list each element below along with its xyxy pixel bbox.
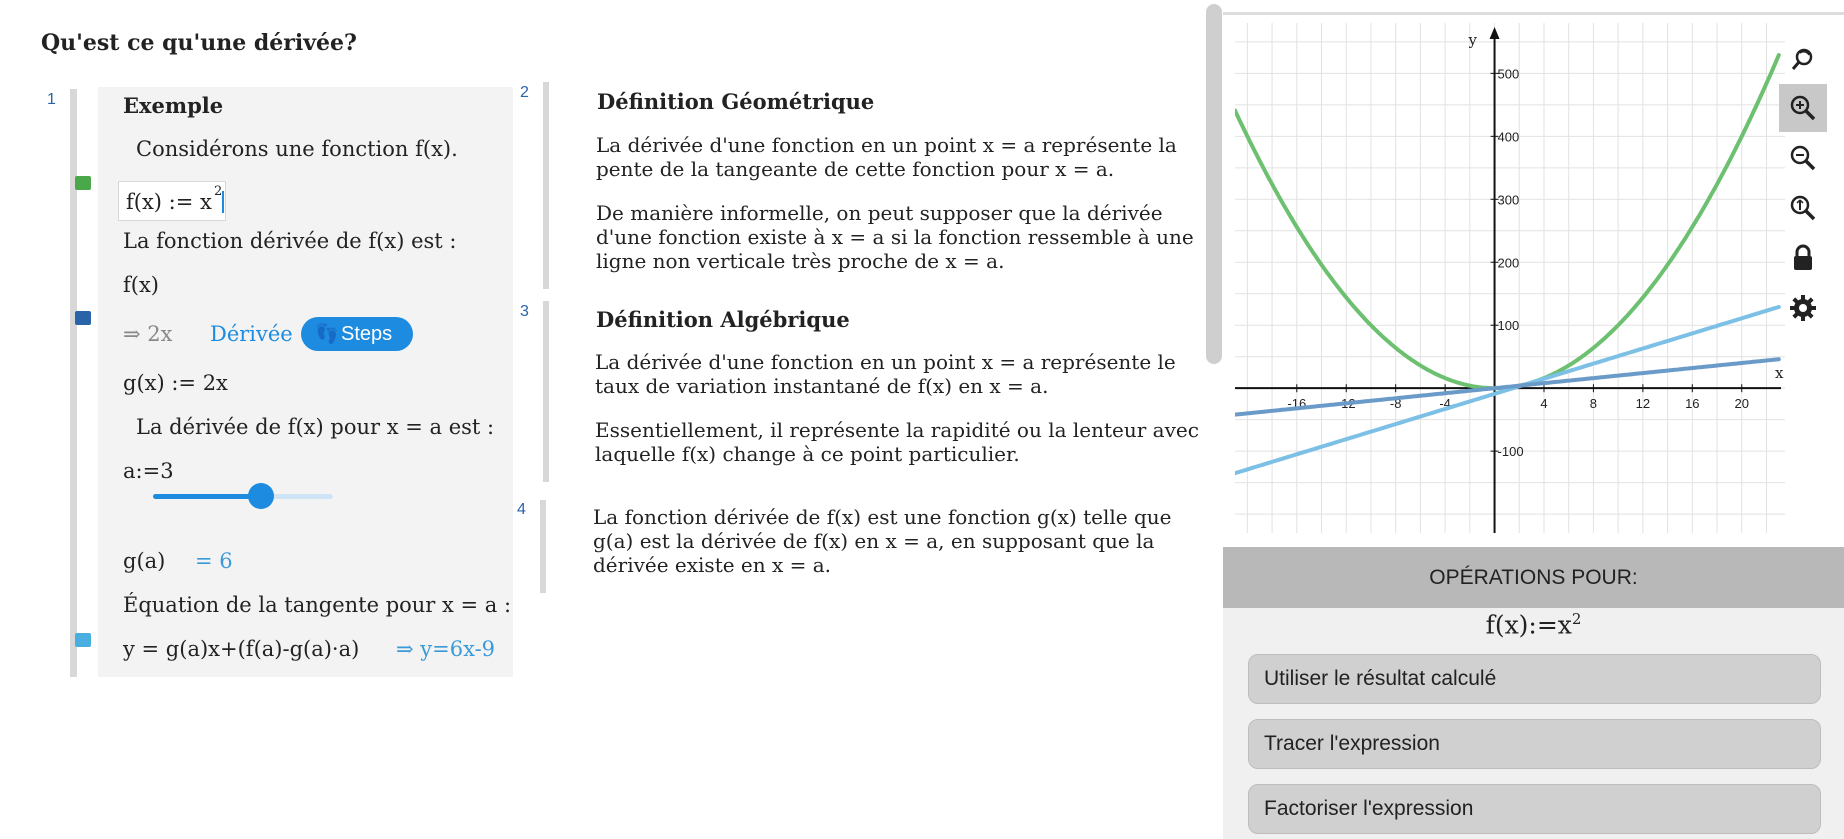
zoom-in-icon[interactable] xyxy=(1779,84,1827,132)
steps-button[interactable] xyxy=(301,317,413,351)
cell-text: La dérivée de f(x) pour x = a est : xyxy=(136,415,495,439)
exponent: 2 xyxy=(1571,610,1582,628)
cell-paragraph: La dérivée d'une fonction en un point x = a représente le taux de variation instantané de f(x) en x = a. xyxy=(595,350,1176,398)
cell-heading: Définition Géométrique xyxy=(597,89,875,114)
cell-bar[interactable] xyxy=(543,301,549,482)
y-tick-label: 400 xyxy=(1497,129,1520,145)
result-value: = 6 xyxy=(195,549,233,573)
x-axis-label: x xyxy=(1775,364,1784,383)
cell-text: La fonction dérivée de f(x) est : xyxy=(123,229,457,253)
zoom-reset-icon[interactable] xyxy=(1779,35,1827,83)
settings-icon[interactable] xyxy=(1779,284,1827,332)
slider-thumb[interactable] xyxy=(248,483,274,509)
y-tick-label: 200 xyxy=(1497,255,1520,271)
graph-panel[interactable] xyxy=(1223,12,1844,550)
result-arrow: ⇒ 2x xyxy=(123,322,173,346)
factor-expression-button[interactable]: Factoriser l'expression xyxy=(1248,784,1821,834)
result-value: ⇒ y=6x-9 xyxy=(396,637,496,661)
operations-expression xyxy=(1223,610,1844,639)
steps-label: Steps xyxy=(341,323,393,345)
cell-heading: Définition Algébrique xyxy=(596,307,850,332)
cell-bar[interactable] xyxy=(543,82,549,289)
cell-number: 3 xyxy=(520,303,529,320)
graph-canvas[interactable] xyxy=(1235,23,1785,533)
cell-number: 4 xyxy=(517,501,526,518)
cell-paragraph: La dérivée d'une fonction en un point x = a représente la pente de la tangeante de cette fonction pour x = a. xyxy=(596,133,1177,181)
y-axis-arrow xyxy=(1490,27,1500,39)
use-result-button[interactable]: Utiliser le résultat calculé xyxy=(1248,654,1821,704)
x-tick-label: 8 xyxy=(1589,396,1598,412)
plot-expression-button[interactable]: Tracer l'expression xyxy=(1248,719,1821,769)
cell-text: Équation de la tangente pour x = a : xyxy=(123,593,512,617)
graph-toggle-icon[interactable] xyxy=(75,176,91,190)
cell-paragraph: Essentiellement, il représente la rapidité ou la lenteur avec laquelle f(x) change à ce point particulier. xyxy=(595,418,1199,466)
exponent: 2 xyxy=(214,184,223,199)
x-tick-label: 16 xyxy=(1685,396,1700,412)
cell-bar[interactable] xyxy=(540,500,546,593)
x-tick-label: -4 xyxy=(1439,396,1451,412)
expression-text: f(x):=x xyxy=(1485,610,1572,640)
y-tick-label: 300 xyxy=(1497,192,1520,208)
cell-heading: Exemple xyxy=(123,93,224,118)
x-tick-label: 4 xyxy=(1540,396,1548,412)
y-axis-label: y xyxy=(1468,31,1478,49)
cell-text: Considérons une fonction f(x). xyxy=(136,137,458,161)
cell-paragraph: La fonction dérivée de f(x) est une fonction g(x) telle que g(a) est la dérivée de f(x) en x = a, en supposant que la dérivée existe en x = a. xyxy=(593,505,1172,577)
expression-line[interactable]: a:=3 xyxy=(123,459,174,483)
expression-line[interactable]: y = g(a)x+(f(a)-g(a)·a) xyxy=(123,637,360,661)
text-cursor xyxy=(222,191,224,213)
operations-panel xyxy=(1223,547,1844,839)
x-tick-label: -16 xyxy=(1287,396,1307,412)
expression-text: f(x) := x xyxy=(126,190,212,214)
graph-toggle-icon[interactable] xyxy=(75,311,91,325)
expression-line[interactable]: g(a) xyxy=(123,549,166,573)
zoom-fit-icon[interactable] xyxy=(1779,184,1827,232)
x-tick-label: -12 xyxy=(1336,396,1356,412)
zoom-out-icon[interactable] xyxy=(1779,134,1827,182)
lock-icon[interactable] xyxy=(1779,234,1827,282)
page-title: Qu'est ce qu'une dérivée? xyxy=(41,30,357,56)
graph-toggle-icon[interactable] xyxy=(75,633,91,647)
scrollbar[interactable] xyxy=(1206,4,1222,364)
y-tick-label: 100 xyxy=(1497,318,1520,334)
derive-link[interactable]: Dérivée xyxy=(210,322,293,346)
cell-paragraph: De manière informelle, on peut supposer que la dérivée d'une fonction existe à x = a si la fonction ressemble à une ligne non verticale très proche de x = a. xyxy=(596,201,1194,273)
expression-line[interactable]: f(x) xyxy=(123,273,160,297)
y-tick-label: -100 xyxy=(1497,444,1524,460)
expression-input[interactable] xyxy=(118,181,226,221)
x-tick-label: -8 xyxy=(1389,396,1402,412)
slider-fill xyxy=(153,494,261,499)
slider[interactable] xyxy=(153,494,333,499)
expression-line[interactable]: g(x) := 2x xyxy=(123,371,228,395)
x-tick-label: 20 xyxy=(1734,396,1749,412)
cell-example[interactable] xyxy=(98,87,513,677)
operations-header: OPÉRATIONS POUR: xyxy=(1223,547,1844,608)
cell-number: 1 xyxy=(47,91,56,108)
footsteps-icon: 👣 xyxy=(315,324,339,345)
cell-number: 2 xyxy=(520,84,529,101)
y-tick-label: 500 xyxy=(1497,66,1520,82)
x-tick-label: 12 xyxy=(1635,396,1651,412)
